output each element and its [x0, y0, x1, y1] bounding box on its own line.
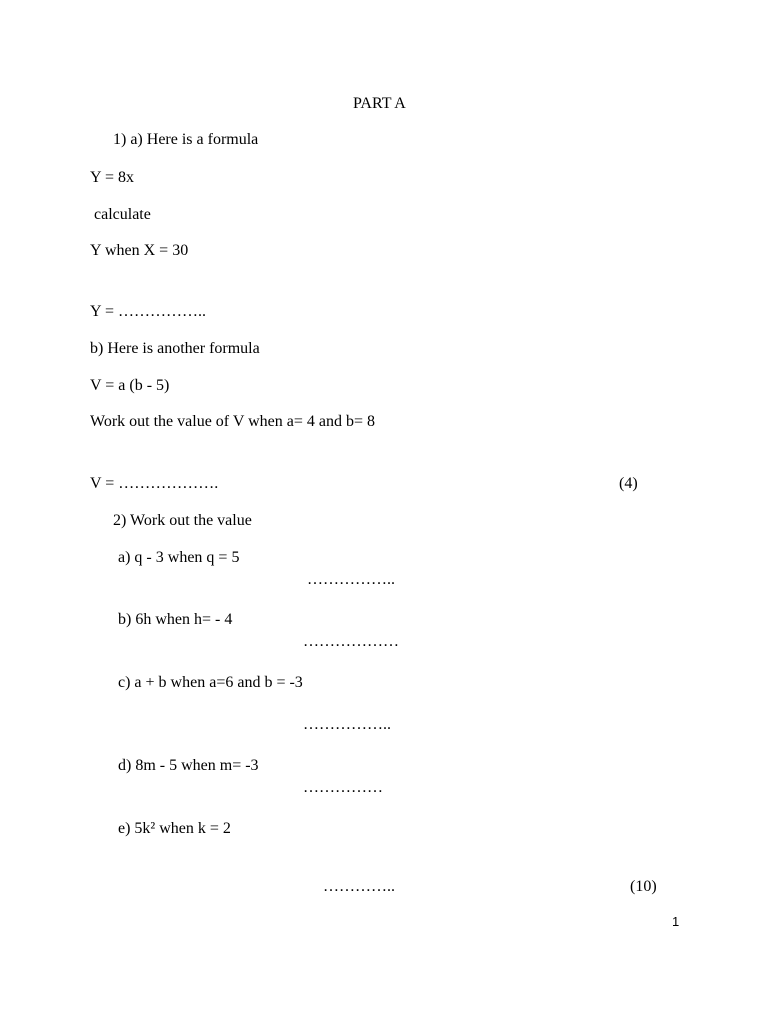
question-1b-task: Work out the value of V when a= 4 and b= 8 — [90, 413, 375, 430]
question-2c-text: c) a + b when a=6 and b = -3 — [118, 674, 303, 691]
question-2-label: 2) Work out the value — [113, 512, 252, 529]
question-1-label: 1) a) Here is a formula — [113, 131, 259, 148]
answer-line-2e: ………….. — [323, 878, 395, 895]
answer-line-2b: ……………… — [303, 633, 399, 650]
question-2a-text: a) q - 3 when q = 5 — [118, 549, 240, 566]
formula-v: V = a (b - 5) — [90, 377, 170, 394]
answer-line-y: Y = …………….. — [90, 303, 206, 320]
question-2b-text: b) 6h when h= - 4 — [118, 611, 233, 628]
answer-line-2d: …………… — [303, 779, 383, 796]
marks-q2: (10) — [630, 878, 657, 895]
page-number: 1 — [672, 914, 680, 929]
instruction-calculate: calculate — [94, 206, 151, 223]
answer-line-2a: …………….. — [307, 571, 395, 588]
condition-x: Y when X = 30 — [90, 242, 189, 259]
question-2e-text: e) 5k² when k = 2 — [118, 820, 231, 837]
marks-q1: (4) — [619, 475, 638, 492]
answer-line-2c: …………….. — [303, 716, 391, 733]
answer-line-v: V = ………………. — [90, 475, 219, 492]
question-2d-text: d) 8m - 5 when m= -3 — [118, 757, 259, 774]
question-1b-label: b) Here is another formula — [90, 340, 260, 357]
formula-y: Y = 8x — [90, 169, 134, 186]
page-title: PART A — [353, 95, 406, 112]
